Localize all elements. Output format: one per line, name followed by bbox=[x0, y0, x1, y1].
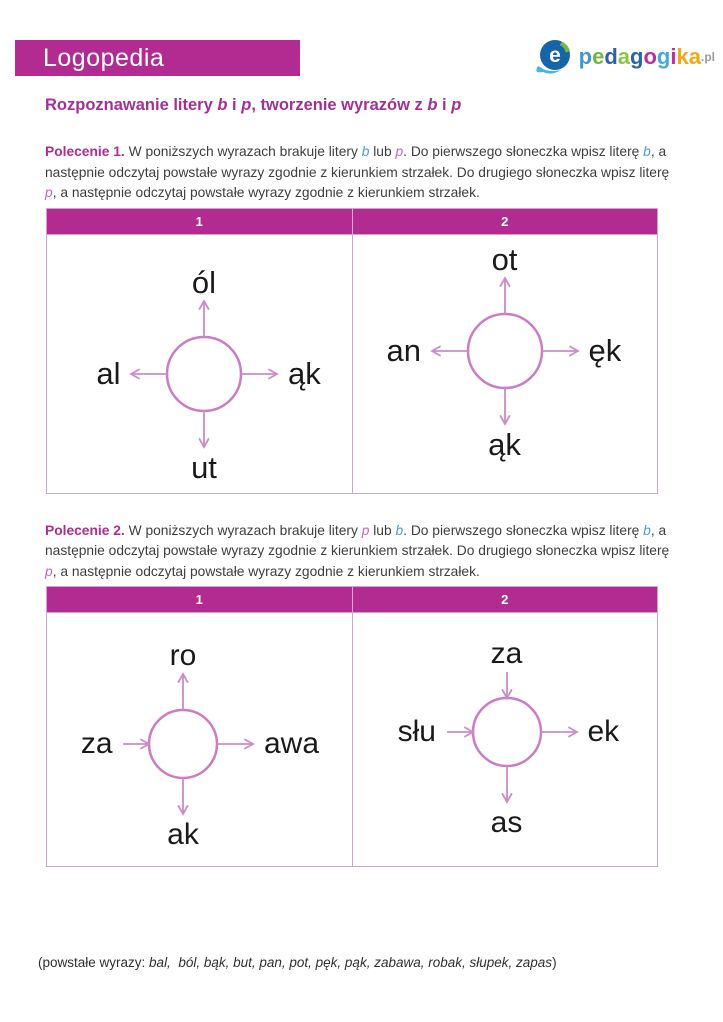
letter-circle[interactable] bbox=[473, 698, 541, 766]
text-segment: W poniższych wyrazach brakuje litery bbox=[124, 144, 362, 159]
task-2-instructions bbox=[45, 521, 682, 583]
banner-logopedia bbox=[15, 40, 300, 76]
diagram-word-left: za bbox=[80, 727, 113, 760]
diagram-word-left: słu bbox=[397, 715, 436, 748]
top-bar bbox=[0, 0, 723, 80]
diagram-word-right: awa bbox=[264, 727, 320, 760]
text-segment: Rozpoznawanie litery bbox=[45, 96, 218, 114]
column-header-1: 1 bbox=[195, 592, 203, 607]
answer-key bbox=[38, 955, 693, 970]
text-segment-p: p bbox=[361, 522, 370, 538]
text-segment-b: b bbox=[643, 522, 651, 538]
task-1-table-body bbox=[47, 235, 657, 493]
logo-letter: k bbox=[676, 44, 689, 69]
task-1-diagram-1 bbox=[47, 235, 352, 493]
word-wheel bbox=[353, 613, 658, 866]
text-segment: , a następnie odczytaj powstałe wyrazy zgodnie z kierunkiem strzałek. Do drugiego słoneczka wpisz literę bbox=[45, 522, 670, 558]
text-segment: (powstałe wyrazy: bbox=[38, 955, 150, 970]
text-segment-it: b bbox=[217, 96, 228, 114]
diagram-word-top: za bbox=[490, 637, 523, 670]
word-wheel bbox=[47, 613, 352, 866]
diagram-word-right: ęk bbox=[588, 332, 622, 368]
banner-title: Logopedia bbox=[43, 44, 165, 72]
text-segment: lub bbox=[369, 522, 396, 538]
logo-letter: p bbox=[578, 44, 593, 69]
logo-domain-suffix: .pl bbox=[701, 50, 715, 64]
task-1-diagram-2 bbox=[352, 235, 658, 493]
logo-letter: o bbox=[643, 44, 657, 69]
word-wheel bbox=[353, 235, 658, 493]
logo-letter: e bbox=[592, 44, 605, 69]
letter-circle[interactable] bbox=[149, 710, 217, 778]
text-segment-label: Polecenie 2. bbox=[45, 522, 125, 538]
diagram-word-right: ek bbox=[587, 715, 620, 748]
logo-letter: a bbox=[617, 44, 631, 69]
text-segment-it: bal, ból, bąk, but, pan, pot, pęk, pąk, zabawa, robak, słupek, zapas bbox=[149, 955, 553, 970]
epedagogika-logo[interactable] bbox=[531, 35, 715, 79]
diagram-word-bottom: as bbox=[490, 806, 523, 839]
diagram-word-top: ól bbox=[191, 264, 217, 300]
diagram-word-left: al bbox=[96, 355, 121, 391]
column-header-2: 2 bbox=[352, 587, 658, 612]
task-2-diagram-2 bbox=[352, 613, 658, 866]
diagram-word-bottom: ut bbox=[191, 449, 217, 485]
text-segment: . Do pierwszego słoneczka wpisz literę bbox=[403, 144, 644, 159]
text-segment-p: p bbox=[395, 144, 404, 159]
worksheet-title bbox=[45, 96, 723, 115]
diagram-word-top: ot bbox=[491, 241, 518, 277]
text-segment: , a następnie odczytaj powstałe wyrazy zgodnie z kierunkiem strzałek. bbox=[52, 563, 480, 579]
diagram-word-top: ro bbox=[169, 639, 197, 672]
text-segment: , tworzenie wyrazów z bbox=[251, 96, 428, 114]
word-wheel bbox=[47, 235, 352, 493]
text-segment: lub bbox=[369, 144, 396, 159]
text-segment-b: b bbox=[395, 522, 404, 538]
text-segment-b: b bbox=[643, 144, 651, 159]
task-1-instructions bbox=[45, 142, 682, 204]
text-segment: , a następnie odczytaj powstałe wyrazy zgodnie z kierunkiem strzałek. Do drugiego słoneczka wpisz literę bbox=[45, 144, 670, 180]
svg-text:e: e bbox=[548, 44, 561, 67]
letter-circle[interactable] bbox=[468, 314, 542, 388]
column-header-2: 2 bbox=[352, 209, 658, 234]
text-segment: W poniższych wyrazach brakuje litery bbox=[124, 522, 362, 538]
text-segment-label: Polecenie 1. bbox=[45, 144, 125, 159]
logo-letter: d bbox=[604, 44, 618, 69]
text-segment-b: b bbox=[361, 144, 370, 159]
text-segment: i bbox=[227, 96, 242, 114]
task-2-diagram-1 bbox=[47, 613, 352, 866]
epedagogika-logo-icon bbox=[531, 35, 577, 79]
diagram-word-bottom: ak bbox=[167, 818, 199, 851]
text-segment-it: p bbox=[241, 96, 252, 114]
letter-circle[interactable] bbox=[167, 337, 241, 411]
text-segment-it: b bbox=[427, 96, 438, 114]
diagram-word-right: ąk bbox=[288, 355, 321, 391]
text-segment: , a następnie odczytaj powstałe wyrazy zgodnie z kierunkiem strzałek. bbox=[52, 185, 480, 200]
task-1-table bbox=[46, 208, 658, 494]
logo-letter: g bbox=[656, 44, 671, 69]
task-2-table-header bbox=[47, 587, 657, 613]
logo-wordmark bbox=[579, 44, 701, 70]
task-2-table bbox=[46, 586, 658, 867]
logo-letter: i bbox=[670, 44, 677, 69]
task-1-table-header bbox=[47, 209, 657, 235]
logo-letter: a bbox=[688, 44, 701, 69]
text-segment-p: p bbox=[45, 185, 53, 200]
diagram-word-bottom: ąk bbox=[488, 426, 521, 462]
text-segment-p: p bbox=[45, 563, 53, 579]
logo-letter: g bbox=[630, 44, 644, 69]
task-2-table-body bbox=[47, 613, 657, 866]
column-header-1: 1 bbox=[195, 213, 203, 229]
diagram-word-left: an bbox=[386, 332, 421, 368]
text-segment: i bbox=[437, 96, 452, 114]
text-segment: ) bbox=[552, 955, 557, 970]
text-segment-it: p bbox=[451, 96, 462, 114]
text-segment: . Do pierwszego słoneczka wpisz literę bbox=[403, 522, 644, 538]
